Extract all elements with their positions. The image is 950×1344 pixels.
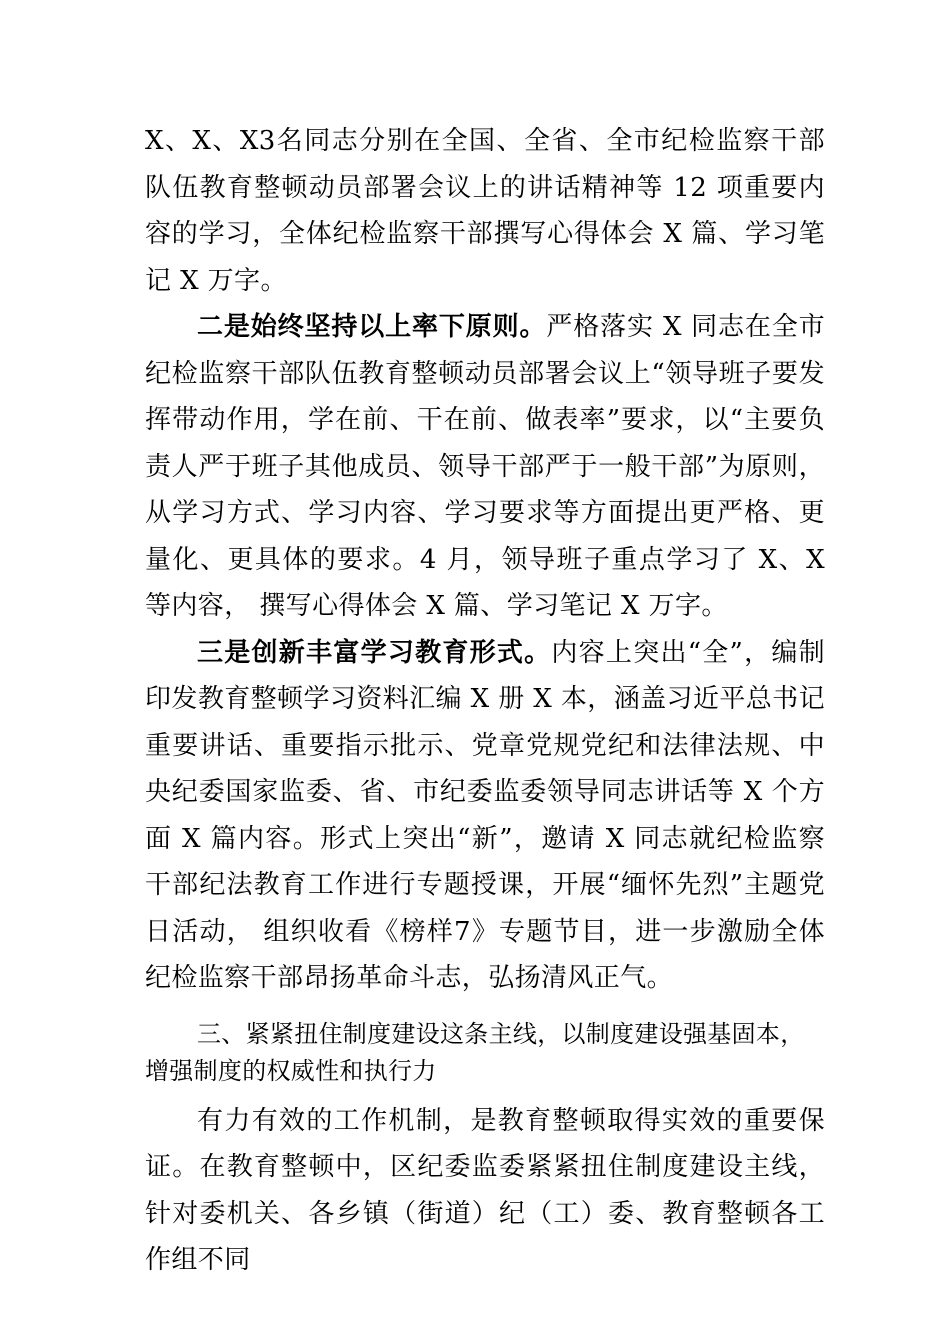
paragraph-text: 有力有效的工作机制，是教育整顿取得实效的重要保证。在教育整顿中，区纪委监委紧紧扭住制度建设主线，针对委机关、各乡镇（街道）纪（工）委、教育整顿各工作组不同 [145,1105,825,1275]
paragraph-education-forms [145,630,825,1002]
paragraph-work-mechanism [145,1098,825,1284]
paragraph-study-summary [145,118,825,304]
section-heading-text: 三、紧紧扭住制度建设这条主线，以制度建设强基固本，增强制度的权威性和执行力 [145,1019,805,1085]
document-page [145,118,825,1284]
paragraph-text: 严格落实 X 同志在全市纪检监察干部队伍教育整顿动员部署会议上“领导班子要发挥带动作用，学在前、干在前、做表率”要求，以“主要负责人严于班子其他成员、领导干部严于一般干部”为原则，从学习方式、学习内容、学习要求等方面提出更严格、更量化、更具体的要求。4 月，领导班子重点学习了 X、X 等内容， 撰写心得体会 X 篇、学习笔记 X 万字。 [145,312,826,621]
paragraph-text: 内容上突出“全”，编制印发教育整顿学习资料汇编 X 册 X 本，涵盖习近平总书记重要讲话、重要指示批示、党章党规党纪和法律法规、中央纪委国家监委、省、市纪委监委领导同志讲话等 X 个方面 X 篇内容。形式上突出“新”，邀请 X 同志就纪检监察干部纪法教育工作进行专题授课，开展“缅怀先烈”主题党日活动， 组织收看《榜样7》专题节目，进一步激励全体纪检监察干部昂扬革命斗志，弘扬清风正气。 [145,637,826,993]
paragraph-lead-title: 三是创新丰富学习教育形式。 [197,637,552,668]
section-heading [145,1002,825,1098]
paragraph-leadership-principle [145,304,825,630]
paragraph-lead-title: 二是始终坚持以上率下原则。 [197,312,547,342]
paragraph-text: X、X、X3名同志分别在全国、全省、全市纪检监察干部队伍教育整顿动员部署会议上的讲话精神等 12 项重要内容的学习，全体纪检监察干部撰写心得体会 X 篇、学习笔记 X 万字。 [145,126,825,296]
